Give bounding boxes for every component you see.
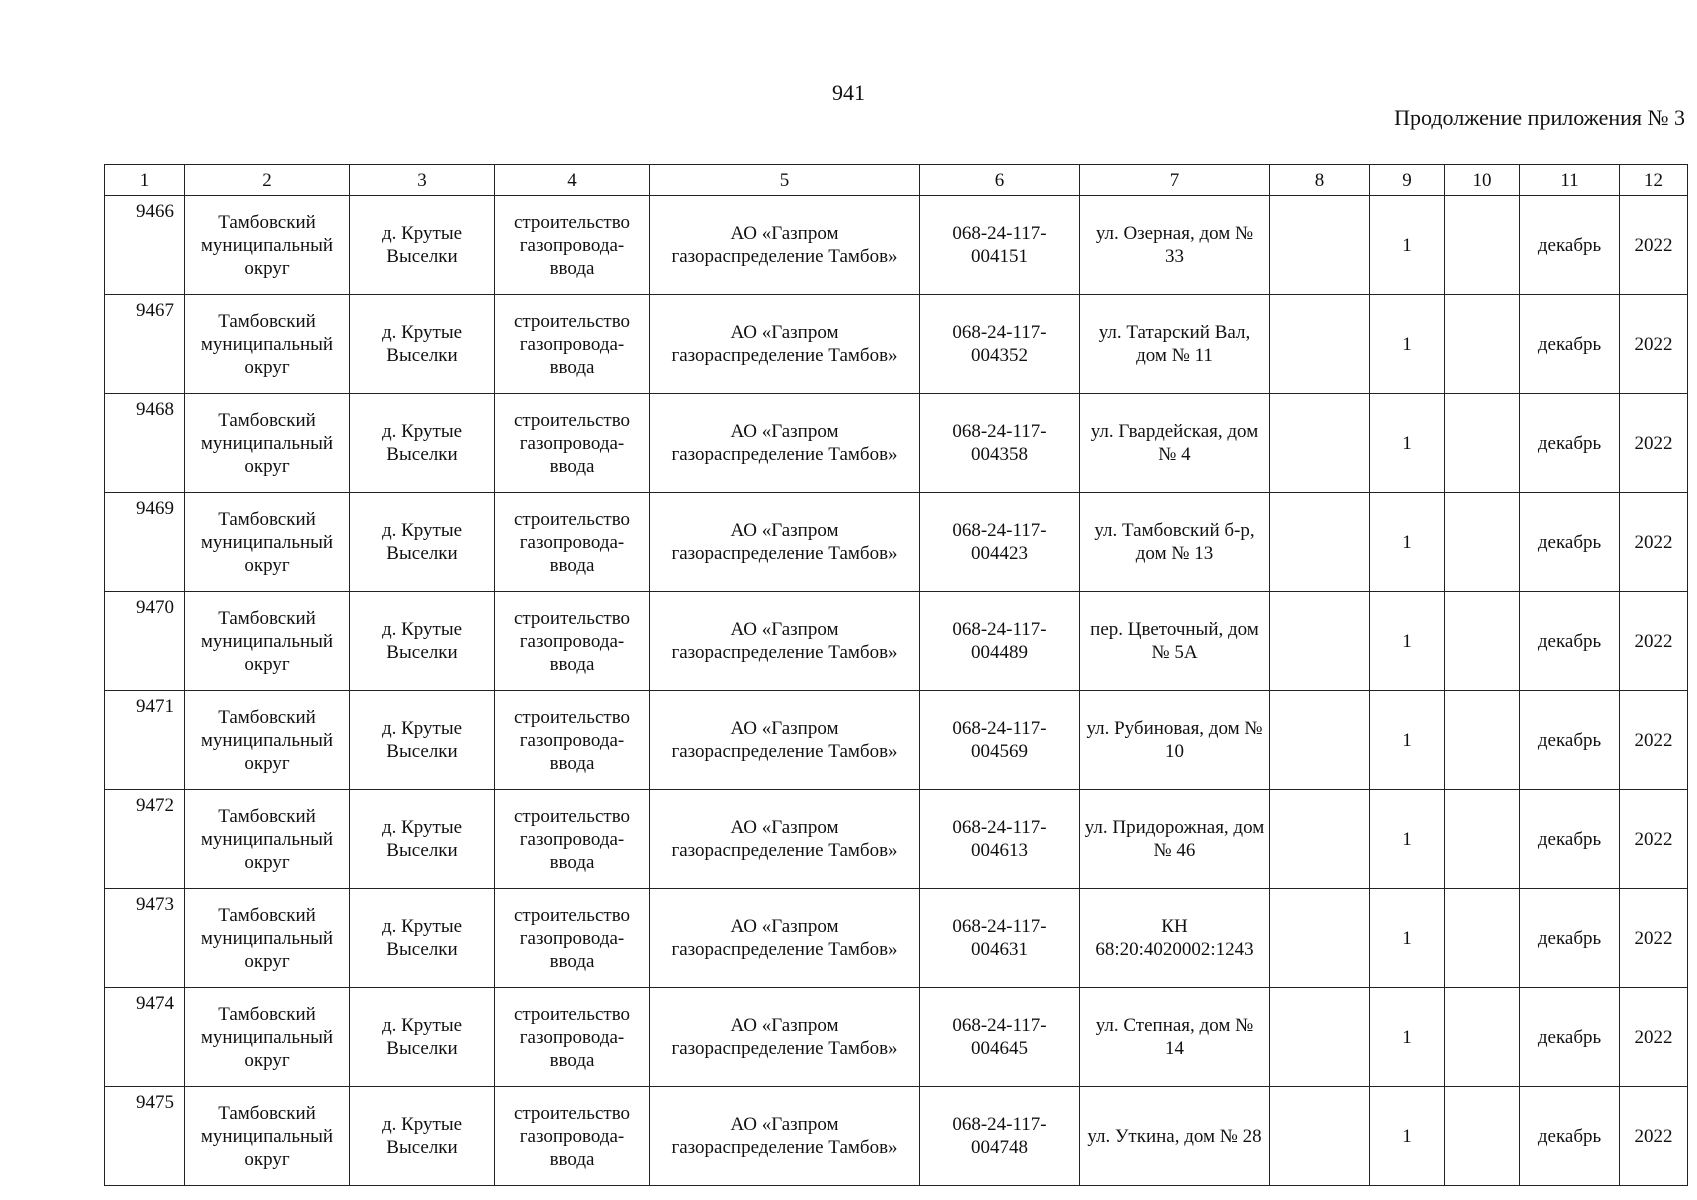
address-cell: ул. Татарский Вал, дом № 11 — [1080, 295, 1270, 394]
work-type-cell: строительство газопровода-ввода — [495, 196, 650, 295]
district-cell: Тамбовский муниципальный округ — [185, 790, 350, 889]
row-number: 9469 — [105, 493, 185, 592]
organization-cell: АО «Газпром газораспределение Тамбов» — [650, 196, 920, 295]
table-row — [105, 691, 1688, 790]
column-8-cell — [1270, 196, 1370, 295]
quantity-cell: 1 — [1370, 691, 1445, 790]
month-cell: декабрь — [1520, 1087, 1620, 1186]
month-cell: декабрь — [1520, 790, 1620, 889]
object-code-cell: 068-24-117-004489 — [920, 592, 1080, 691]
column-10-cell — [1445, 295, 1520, 394]
object-code-cell: 068-24-117-004613 — [920, 790, 1080, 889]
object-code-cell: 068-24-117-004151 — [920, 196, 1080, 295]
column-header: 6 — [920, 165, 1080, 196]
column-header: 3 — [350, 165, 495, 196]
work-type-cell: строительство газопровода-ввода — [495, 493, 650, 592]
organization-cell: АО «Газпром газораспределение Тамбов» — [650, 493, 920, 592]
quantity-cell: 1 — [1370, 1087, 1445, 1186]
column-10-cell — [1445, 691, 1520, 790]
address-cell: пер. Цветочный, дом № 5А — [1080, 592, 1270, 691]
column-10-cell — [1445, 592, 1520, 691]
work-type-cell: строительство газопровода-ввода — [495, 691, 650, 790]
organization-cell: АО «Газпром газораспределение Тамбов» — [650, 691, 920, 790]
district-cell: Тамбовский муниципальный округ — [185, 1087, 350, 1186]
address-cell: ул. Гвардейская, дом № 4 — [1080, 394, 1270, 493]
district-cell: Тамбовский муниципальный округ — [185, 394, 350, 493]
table-row — [105, 1087, 1688, 1186]
row-number: 9474 — [105, 988, 185, 1087]
organization-cell: АО «Газпром газораспределение Тамбов» — [650, 790, 920, 889]
row-number: 9473 — [105, 889, 185, 988]
column-10-cell — [1445, 493, 1520, 592]
address-cell: ул. Озерная, дом № 33 — [1080, 196, 1270, 295]
quantity-cell: 1 — [1370, 394, 1445, 493]
quantity-cell: 1 — [1370, 493, 1445, 592]
address-cell: ул. Степная, дом № 14 — [1080, 988, 1270, 1087]
settlement-cell: д. Крутые Выселки — [350, 592, 495, 691]
month-cell: декабрь — [1520, 691, 1620, 790]
table-row — [105, 790, 1688, 889]
organization-cell: АО «Газпром газораспределение Тамбов» — [650, 889, 920, 988]
month-cell: декабрь — [1520, 394, 1620, 493]
settlement-cell: д. Крутые Выселки — [350, 295, 495, 394]
row-number: 9470 — [105, 592, 185, 691]
column-8-cell — [1270, 691, 1370, 790]
column-10-cell — [1445, 196, 1520, 295]
column-header: 7 — [1080, 165, 1270, 196]
organization-cell: АО «Газпром газораспределение Тамбов» — [650, 394, 920, 493]
table-row — [105, 592, 1688, 691]
settlement-cell: д. Крутые Выселки — [350, 493, 495, 592]
year-cell: 2022 — [1620, 889, 1688, 988]
row-number: 9468 — [105, 394, 185, 493]
year-cell: 2022 — [1620, 1087, 1688, 1186]
object-code-cell: 068-24-117-004645 — [920, 988, 1080, 1087]
year-cell: 2022 — [1620, 394, 1688, 493]
district-cell: Тамбовский муниципальный округ — [185, 493, 350, 592]
year-cell: 2022 — [1620, 295, 1688, 394]
column-8-cell — [1270, 295, 1370, 394]
column-header: 4 — [495, 165, 650, 196]
appendix-title: Продолжение приложения № 3 — [1394, 105, 1685, 130]
quantity-cell: 1 — [1370, 592, 1445, 691]
work-type-cell: строительство газопровода-ввода — [495, 988, 650, 1087]
column-10-cell — [1445, 394, 1520, 493]
year-cell: 2022 — [1620, 196, 1688, 295]
row-number: 9472 — [105, 790, 185, 889]
work-type-cell: строительство газопровода-ввода — [495, 1087, 650, 1186]
table-row — [105, 295, 1688, 394]
address-cell: ул. Рубиновая, дом № 10 — [1080, 691, 1270, 790]
table-body — [105, 196, 1688, 1186]
year-cell: 2022 — [1620, 592, 1688, 691]
column-10-cell — [1445, 889, 1520, 988]
address-cell: ул. Придорожная, дом № 46 — [1080, 790, 1270, 889]
quantity-cell: 1 — [1370, 988, 1445, 1087]
column-10-cell — [1445, 988, 1520, 1087]
address-cell: ул. Тамбовский б-р, дом № 13 — [1080, 493, 1270, 592]
month-cell: декабрь — [1520, 295, 1620, 394]
column-8-cell — [1270, 790, 1370, 889]
address-cell: КН 68:20:4020002:1243 — [1080, 889, 1270, 988]
district-cell: Тамбовский муниципальный округ — [185, 988, 350, 1087]
organization-cell: АО «Газпром газораспределение Тамбов» — [650, 592, 920, 691]
settlement-cell: д. Крутые Выселки — [350, 196, 495, 295]
year-cell: 2022 — [1620, 790, 1688, 889]
column-header: 2 — [185, 165, 350, 196]
column-8-cell — [1270, 394, 1370, 493]
quantity-cell: 1 — [1370, 790, 1445, 889]
district-cell: Тамбовский муниципальный округ — [185, 592, 350, 691]
month-cell: декабрь — [1520, 988, 1620, 1087]
month-cell: декабрь — [1520, 889, 1620, 988]
column-header: 12 — [1620, 165, 1688, 196]
header-row — [105, 165, 1688, 196]
organization-cell: АО «Газпром газораспределение Тамбов» — [650, 988, 920, 1087]
column-header: 9 — [1370, 165, 1445, 196]
year-cell: 2022 — [1620, 691, 1688, 790]
work-type-cell: строительство газопровода-ввода — [495, 790, 650, 889]
settlement-cell: д. Крутые Выселки — [350, 889, 495, 988]
month-cell: декабрь — [1520, 196, 1620, 295]
column-header: 11 — [1520, 165, 1620, 196]
district-cell: Тамбовский муниципальный округ — [185, 295, 350, 394]
district-cell: Тамбовский муниципальный округ — [185, 889, 350, 988]
column-header: 1 — [105, 165, 185, 196]
table-row — [105, 196, 1688, 295]
object-code-cell: 068-24-117-004358 — [920, 394, 1080, 493]
settlement-cell: д. Крутые Выселки — [350, 394, 495, 493]
table-row — [105, 493, 1688, 592]
column-8-cell — [1270, 493, 1370, 592]
table-row — [105, 988, 1688, 1087]
quantity-cell: 1 — [1370, 196, 1445, 295]
settlement-cell: д. Крутые Выселки — [350, 790, 495, 889]
column-8-cell — [1270, 592, 1370, 691]
object-code-cell: 068-24-117-004631 — [920, 889, 1080, 988]
page-number: 941 — [832, 80, 865, 105]
settlement-cell: д. Крутые Выселки — [350, 691, 495, 790]
column-8-cell — [1270, 988, 1370, 1087]
month-cell: декабрь — [1520, 592, 1620, 691]
object-code-cell: 068-24-117-004423 — [920, 493, 1080, 592]
work-type-cell: строительство газопровода-ввода — [495, 592, 650, 691]
column-header: 10 — [1445, 165, 1520, 196]
row-number: 9471 — [105, 691, 185, 790]
column-header: 8 — [1270, 165, 1370, 196]
organization-cell: АО «Газпром газораспределение Тамбов» — [650, 1087, 920, 1186]
object-code-cell: 068-24-117-004569 — [920, 691, 1080, 790]
work-type-cell: строительство газопровода-ввода — [495, 394, 650, 493]
row-number: 9475 — [105, 1087, 185, 1186]
organization-cell: АО «Газпром газораспределение Тамбов» — [650, 295, 920, 394]
row-number: 9467 — [105, 295, 185, 394]
data-table — [104, 164, 1688, 1186]
object-code-cell: 068-24-117-004748 — [920, 1087, 1080, 1186]
address-cell: ул. Уткина, дом № 28 — [1080, 1087, 1270, 1186]
quantity-cell: 1 — [1370, 295, 1445, 394]
column-8-cell — [1270, 1087, 1370, 1186]
year-cell: 2022 — [1620, 988, 1688, 1087]
month-cell: декабрь — [1520, 493, 1620, 592]
district-cell: Тамбовский муниципальный округ — [185, 196, 350, 295]
quantity-cell: 1 — [1370, 889, 1445, 988]
column-header: 5 — [650, 165, 920, 196]
work-type-cell: строительство газопровода-ввода — [495, 889, 650, 988]
row-number: 9466 — [105, 196, 185, 295]
settlement-cell: д. Крутые Выселки — [350, 988, 495, 1087]
column-10-cell — [1445, 1087, 1520, 1186]
column-8-cell — [1270, 889, 1370, 988]
work-type-cell: строительство газопровода-ввода — [495, 295, 650, 394]
district-cell: Тамбовский муниципальный округ — [185, 691, 350, 790]
table-row — [105, 394, 1688, 493]
settlement-cell: д. Крутые Выселки — [350, 1087, 495, 1186]
table-row — [105, 889, 1688, 988]
year-cell: 2022 — [1620, 493, 1688, 592]
column-10-cell — [1445, 790, 1520, 889]
object-code-cell: 068-24-117-004352 — [920, 295, 1080, 394]
